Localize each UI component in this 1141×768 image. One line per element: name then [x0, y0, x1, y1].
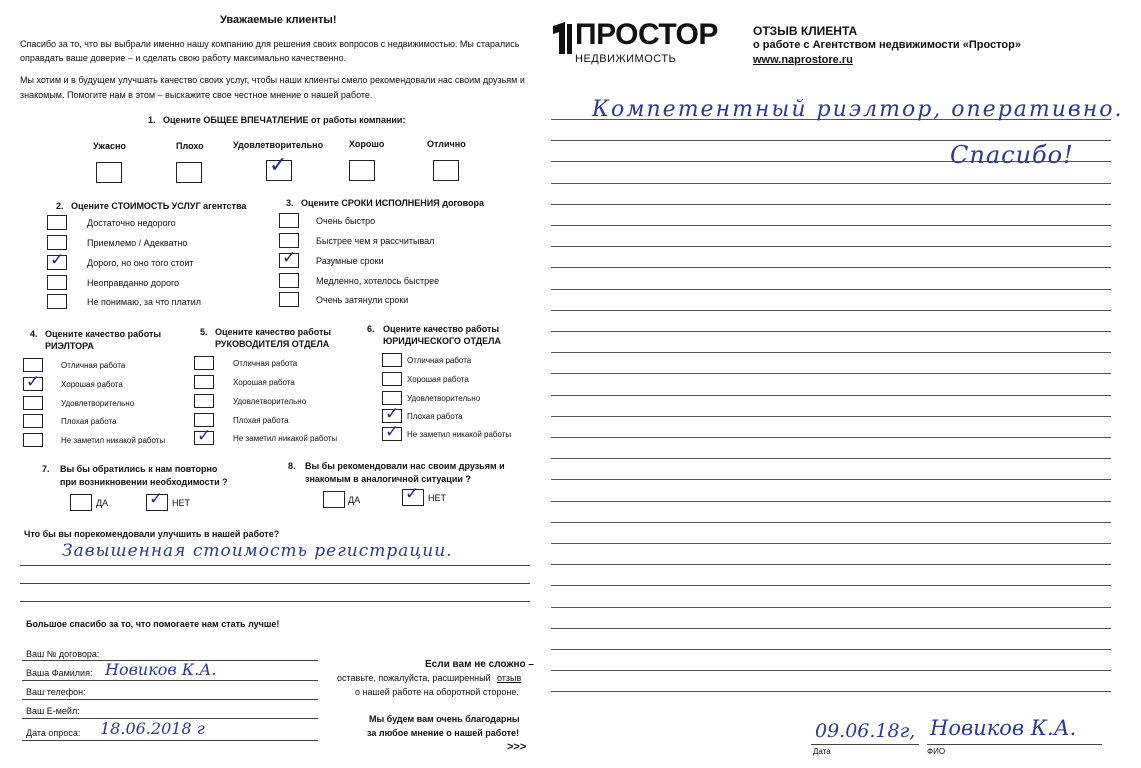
- option-checkbox[interactable]: [349, 160, 375, 181]
- review-fio[interactable]: Новиков К.А.: [930, 716, 1077, 740]
- ruled-line: [551, 501, 1111, 502]
- ruled-line: [551, 607, 1111, 608]
- option-checkbox-checked[interactable]: [266, 153, 292, 181]
- website-link[interactable]: www.naprostore.ru: [753, 54, 853, 66]
- checkmark-icon: ✓: [385, 422, 400, 442]
- option-checkbox[interactable]: [194, 375, 214, 389]
- option-label: Не понимаю, за что платил: [87, 297, 202, 307]
- checkmark-icon: ✓: [385, 404, 400, 424]
- option-checkbox[interactable]: [47, 275, 67, 290]
- option-label: Достаточно недорого: [87, 218, 176, 228]
- ruled-line: [551, 585, 1111, 586]
- intro-text: оправдать ваше доверие – и сделать свою работу максимально качественно.: [20, 53, 347, 63]
- option-label: Плохая работа: [407, 412, 463, 421]
- question-7-text: при возникновении необходимости ?: [60, 477, 228, 487]
- checkmark-icon: ✓: [50, 250, 65, 270]
- no-label: НЕТ: [428, 493, 446, 503]
- answer-line: [20, 583, 530, 584]
- option-checkbox[interactable]: [382, 372, 402, 386]
- question-3-number: 3.: [286, 198, 294, 208]
- field-line: [22, 699, 318, 700]
- ruled-line: [551, 373, 1111, 374]
- checkmark-icon: ✓: [149, 489, 164, 509]
- question-6-number: 6.: [367, 324, 375, 334]
- option-checkbox[interactable]: [433, 160, 459, 181]
- intro-text: знакомым. Помогите нам в этом – выскажите свое честное мнение о нашей работе.: [20, 90, 373, 100]
- option-label: Не заметил никакой работы: [233, 434, 338, 443]
- yes-label: ДА: [348, 495, 361, 505]
- arrows-text: >>>: [507, 741, 527, 753]
- question-8-text: Вы бы рекомендовали нас своим друзьям и: [305, 461, 505, 471]
- option-label: Дорого, но оно того стоит: [87, 258, 194, 268]
- ruled-line: [551, 267, 1111, 268]
- review-title: ОТЗЫВ КЛИЕНТА: [753, 24, 858, 38]
- question-7-text: Вы бы обратились к нам повторно: [60, 464, 218, 474]
- question-8-text: знакомым в аналогичной ситуации ?: [305, 474, 471, 484]
- question-4-number: 4.: [30, 329, 38, 339]
- request-text: о нашей работе на оборотной стороне.: [355, 687, 519, 697]
- survey-date-field[interactable]: 18.06.2018 г: [100, 719, 205, 738]
- checkmark-icon: ✓: [197, 426, 212, 446]
- option-label: Удовлетворительно: [61, 399, 135, 408]
- option-label: Очень затянули сроки: [316, 295, 409, 305]
- ruled-line: [551, 522, 1111, 523]
- review-text-line-2[interactable]: Спасибо!: [950, 141, 1074, 169]
- review-subtitle: о работе с Агентством недвижимости «Простор»: [753, 39, 1021, 51]
- ruled-line: [551, 458, 1111, 459]
- option-label: Отлично: [427, 139, 466, 149]
- option-checkbox-checked[interactable]: [382, 404, 402, 424]
- option-checkbox[interactable]: [23, 396, 43, 410]
- option-label: Неоправданно дорого: [87, 278, 180, 288]
- checkmark-icon: ✓: [26, 372, 41, 392]
- option-checkbox[interactable]: [23, 414, 43, 428]
- checkmark-icon: ✓: [282, 248, 297, 268]
- review-text-line-1[interactable]: Компетентный риэлтор, оперативно.: [592, 97, 1124, 122]
- question-1-text: Оцените ОБЩЕЕ ВПЕЧАТЛЕНИЕ от работы компании:: [163, 115, 406, 125]
- option-label: Приемлемо / Адекватно: [87, 238, 188, 248]
- option-label: Удовлетворительно: [407, 394, 481, 403]
- option-label: Быстрее чем я рассчитывал: [316, 236, 435, 246]
- logo-subtitle: НЕДВИЖИМОСТЬ: [575, 53, 677, 65]
- question-1-number: 1.: [148, 115, 156, 125]
- request-text: Если вам не сложно –: [425, 659, 534, 670]
- ruled-line: [551, 331, 1111, 332]
- option-checkbox-checked[interactable]: [194, 426, 214, 446]
- option-checkbox[interactable]: [96, 162, 122, 183]
- question-7-number: 7.: [42, 464, 50, 474]
- surname-label: Ваша Фамилия:: [26, 668, 93, 678]
- question-2-text: Оцените СТОИМОСТЬ УСЛУГ агентства: [71, 201, 247, 211]
- option-checkbox[interactable]: [47, 215, 67, 230]
- option-checkbox[interactable]: [47, 294, 67, 309]
- question-8-number: 8.: [288, 461, 296, 471]
- option-label: Хорошая работа: [407, 375, 469, 384]
- option-checkbox-checked[interactable]: [279, 248, 299, 268]
- fio-caption: ФИО: [927, 747, 946, 756]
- intro-text: Спасибо за то, что вы выбрали именно нашу компанию для решения своих вопросов с недвижимостью. Мы старались: [20, 39, 520, 49]
- grateful-text: за любое мнение о нашей работе!: [367, 728, 520, 738]
- contract-label: Ваш № договора:: [26, 649, 100, 659]
- ruled-line: [551, 628, 1111, 629]
- option-checkbox[interactable]: [279, 233, 299, 248]
- ruled-line: [551, 543, 1111, 544]
- field-line: [22, 740, 318, 741]
- option-label: Плохая работа: [61, 417, 117, 426]
- grateful-text: Мы будем вам очень благодарны: [369, 714, 520, 724]
- email-label: Ваш E-мейл:: [26, 706, 80, 716]
- ruled-line: [551, 479, 1111, 480]
- option-label: Плохо: [176, 141, 204, 151]
- question-5-text: Оцените качество работы: [215, 327, 332, 337]
- no-checkbox-checked[interactable]: [146, 489, 168, 511]
- ruled-line: [551, 310, 1111, 311]
- option-checkbox[interactable]: [176, 162, 202, 183]
- question-6-text: Оцените качество работы: [383, 324, 500, 334]
- ruled-line: [551, 564, 1111, 565]
- request-text: оставьте, пожалуйста, расширенный: [337, 673, 491, 683]
- logo-name: ПРОСТОР: [575, 18, 718, 51]
- option-checkbox[interactable]: [47, 235, 67, 250]
- intro-text: Мы хотим и в будущем улучшать качество своих услуг, чтобы наши клиенты смело рекомендовали нас своим друзьям и: [20, 75, 525, 85]
- phone-label: Ваш телефон:: [26, 687, 86, 697]
- question-3-text: Оцените СРОКИ ИСПОЛНЕНИЯ договора: [301, 198, 484, 208]
- option-label: Отличная работа: [61, 361, 126, 370]
- date-label: Дата опроса:: [26, 728, 81, 738]
- logo-mark-icon: [551, 22, 573, 54]
- fio-line: [927, 744, 1102, 745]
- option-checkbox-checked[interactable]: [23, 372, 43, 392]
- option-checkbox[interactable]: [279, 213, 299, 228]
- option-label: Отличная работа: [407, 356, 472, 365]
- ruled-line: [551, 395, 1111, 396]
- option-label: Ужасно: [93, 141, 126, 151]
- ruled-line: [551, 289, 1111, 290]
- option-checkbox[interactable]: [23, 358, 43, 372]
- answer-line: [20, 601, 530, 602]
- form-title: Уважаемые клиенты!: [220, 14, 337, 26]
- logo: [551, 22, 573, 59]
- option-checkbox[interactable]: [23, 433, 43, 447]
- option-checkbox[interactable]: [194, 413, 214, 427]
- review-date[interactable]: 09.06.18г,: [815, 720, 916, 742]
- option-label: Хорошая работа: [61, 380, 123, 389]
- option-checkbox-checked[interactable]: [47, 250, 67, 270]
- checkmark-icon: ✓: [405, 484, 420, 504]
- option-label: Удовлетворительно: [233, 397, 307, 406]
- option-checkbox[interactable]: [279, 292, 299, 307]
- yes-checkbox[interactable]: [323, 491, 345, 508]
- ruled-line: [551, 416, 1111, 417]
- yes-label: ДА: [96, 498, 109, 508]
- option-label: Очень быстро: [316, 216, 376, 226]
- question-4-text: РИЭЛТОРА: [45, 341, 94, 351]
- question-5-number: 5.: [200, 327, 208, 337]
- ruled-line: [551, 649, 1111, 650]
- option-label: Плохая работа: [233, 416, 289, 425]
- no-checkbox-checked[interactable]: [402, 484, 424, 506]
- improve-answer[interactable]: Завышенная стоимость регистрации.: [62, 541, 453, 561]
- no-label: НЕТ: [172, 498, 190, 508]
- option-label: Разумные сроки: [316, 256, 384, 266]
- ruled-line: [551, 225, 1111, 226]
- ruled-line: [551, 352, 1111, 353]
- checkmark-icon: ✓: [269, 153, 288, 178]
- option-label: Отличная работа: [233, 359, 298, 368]
- ruled-line: [551, 183, 1111, 184]
- option-checkbox-checked[interactable]: [382, 422, 402, 442]
- option-label: Не заметил никакой работы: [61, 436, 166, 445]
- thanks-text: Большое спасибо за то, что помогаете нам стать лучше!: [26, 619, 280, 629]
- ruled-line: [551, 204, 1111, 205]
- option-checkbox[interactable]: [382, 391, 402, 405]
- question-5-text: РУКОВОДИТЕЛЯ ОТДЕЛА: [215, 339, 330, 349]
- date-caption: Дата: [813, 747, 831, 756]
- option-checkbox[interactable]: [382, 353, 402, 367]
- yes-checkbox[interactable]: [70, 494, 92, 511]
- option-checkbox[interactable]: [279, 273, 299, 288]
- option-label: Хорошо: [349, 139, 385, 149]
- option-checkbox[interactable]: [194, 394, 214, 408]
- option-label: Удовлетворительно: [233, 140, 324, 150]
- improve-question: Что бы вы порекомендовали улучшить в нашей работе?: [24, 529, 280, 539]
- ruled-line: [551, 670, 1111, 671]
- surname-field[interactable]: Новиков К.А.: [105, 660, 217, 679]
- option-label: Хорошая работа: [233, 378, 295, 387]
- question-6-text: ЮРИДИЧЕСКОГО ОТДЕЛА: [383, 336, 501, 346]
- ruled-line: [551, 691, 1111, 692]
- field-line: [22, 680, 318, 681]
- review-link[interactable]: отзыв: [497, 673, 522, 683]
- question-4-text: Оцените качество работы: [45, 329, 162, 339]
- answer-line: [20, 565, 530, 566]
- question-2-number: 2.: [56, 201, 64, 211]
- option-label: Не заметил никакой работы: [407, 430, 512, 439]
- date-line: [811, 744, 919, 745]
- ruled-line: [551, 437, 1111, 438]
- option-checkbox[interactable]: [194, 356, 214, 370]
- option-label: Медленно, хотелось быстрее: [316, 276, 440, 286]
- ruled-line: [551, 246, 1111, 247]
